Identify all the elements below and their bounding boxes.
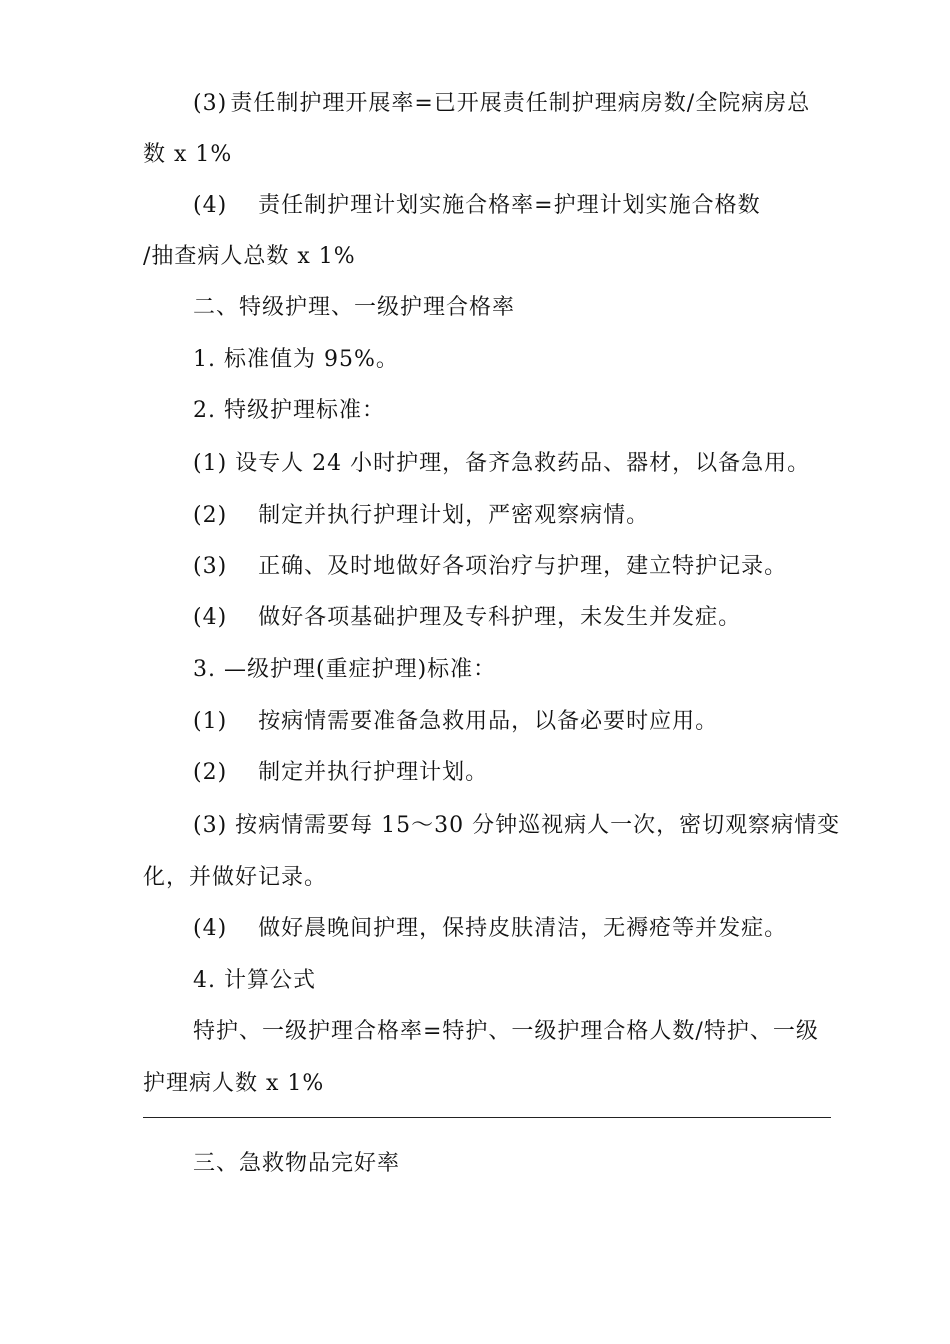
list-item: (2) 制定并执行护理计划，严密观察病情。 (193, 503, 650, 528)
paragraph-line: 数 x 1% (143, 142, 233, 167)
section-heading: 二、特级护理、一级护理合格率 (193, 295, 516, 320)
paragraph-line: 3. —级护理(重症护理)标准： (193, 657, 497, 682)
list-item: (4) 做好晨晚间护理，保持皮肤清洁，无褥疮等并发症。 (193, 916, 788, 941)
list-item: (1) 按病情需要准备急救用品，以备必要时应用。 (193, 709, 719, 734)
list-item: (1) 设专人 24 小时护理，备齐急救药品、器材，以备急用。 (193, 451, 811, 476)
section-heading: 三、急救物品完好率 (193, 1151, 401, 1176)
horizontal-divider (143, 1117, 831, 1118)
paragraph-line: 1. 标准值为 95%。 (193, 347, 399, 372)
paragraph-line: (3) 责任制护理开展率=已开展责任制护理病房数/全院病房总 (193, 91, 811, 116)
paragraph-line: 护理病人数 x 1% (143, 1071, 325, 1096)
list-item: (4) 做好各项基础护理及专科护理，未发生并发症。 (193, 605, 742, 630)
paragraph-line: 2. 特级护理标准： (193, 398, 385, 423)
paragraph-line: 特护、一级护理合格率=特护、一级护理合格人数/特护、一级 (193, 1019, 819, 1044)
list-item: (2) 制定并执行护理计划。 (193, 760, 489, 785)
paragraph-line: /抽查病人总数 x 1% (143, 244, 356, 269)
list-item: (3) 按病情需要每 15〜30 分钟巡视病人一次，密切观察病情变 (193, 813, 841, 838)
paragraph-line: 化，并做好记录。 (143, 865, 328, 890)
paragraph-line: 4. 计算公式 (193, 968, 316, 993)
paragraph-line: (4) 责任制护理计划实施合格率=护理计划实施合格数 (193, 193, 761, 218)
list-item: (3) 正确、及时地做好各项治疗与护理，建立特护记录。 (193, 554, 788, 579)
